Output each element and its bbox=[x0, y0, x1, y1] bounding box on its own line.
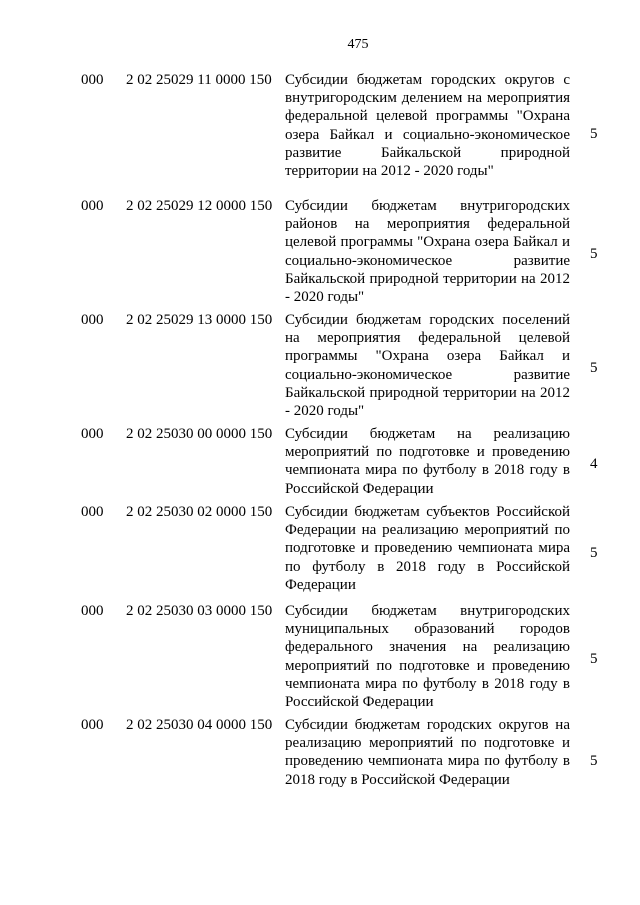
budget-classification-code: 2 02 25030 02 0000 150 bbox=[126, 504, 273, 520]
page-number: 475 bbox=[347, 37, 369, 52]
row-description: Субсидии бюджетам на реализацию мероприятий по подготовке и проведению чемпионата мира по футболу в 2018 году в Российской Федерации bbox=[285, 426, 570, 497]
table-row bbox=[0, 425, 640, 503]
level-code: 5 bbox=[590, 245, 598, 262]
admin-code: 000 bbox=[81, 504, 104, 520]
table-row bbox=[0, 71, 640, 197]
budget-classification-code: 2 02 25029 12 0000 150 bbox=[126, 198, 273, 214]
admin-code: 000 bbox=[81, 717, 104, 733]
level-code: 5 bbox=[590, 125, 598, 142]
classification-table bbox=[0, 71, 640, 806]
budget-classification-code: 2 02 25030 00 0000 150 bbox=[126, 426, 273, 442]
row-description: Субсидии бюджетам городских округов на реализацию мероприятий по подготовке и проведению чемпионата мира по футболу в 2018 году в Российской Федерации bbox=[285, 717, 570, 788]
budget-classification-code: 2 02 25029 11 0000 150 bbox=[126, 72, 272, 88]
table-row bbox=[0, 197, 640, 311]
level-code: 5 bbox=[590, 359, 598, 376]
admin-code: 000 bbox=[81, 312, 104, 328]
row-description: Субсидии бюджетам городских поселений на мероприятия федеральной целевой программы "Охрана озера Байкал и социально-экономическое развитие Байкальской природной территории на 2012 - 2020 годы" bbox=[285, 312, 570, 420]
row-description: Субсидии бюджетам субъектов Российской Федерации на реализацию мероприятий по подготовке и проведению чемпионата мира по футболу в 2018 году в Российской Федерации bbox=[285, 504, 570, 593]
admin-code: 000 bbox=[81, 72, 104, 88]
table-row bbox=[0, 602, 640, 716]
table-row bbox=[0, 503, 640, 602]
row-description: Субсидии бюджетам внутригородских районов на мероприятия федеральной целевой программы "Охрана озера Байкал и социально-экономическое развитие Байкальской природной территории на 2012 - 2020 годы" bbox=[285, 198, 570, 306]
table-row bbox=[0, 311, 640, 425]
budget-classification-code: 2 02 25030 03 0000 150 bbox=[126, 603, 273, 619]
row-description: Субсидии бюджетам городских округов с внутригородским делением на мероприятия федеральной целевой программы "Охрана озера Байкал и социально-экономическое развитие Байкальской природной территории на 2012 - 2020 годы" bbox=[285, 72, 570, 180]
row-description: Субсидии бюджетам внутригородских муниципальных образований городов федерального значения на реализацию мероприятий по подготовке и проведению чемпионата мира по футболу в 2018 году в Российской Федерации bbox=[285, 603, 570, 711]
budget-classification-code: 2 02 25030 04 0000 150 bbox=[126, 717, 273, 733]
budget-classification-code: 2 02 25029 13 0000 150 bbox=[126, 312, 273, 328]
admin-code: 000 bbox=[81, 426, 104, 442]
level-code: 5 bbox=[590, 650, 598, 667]
level-code: 5 bbox=[590, 752, 598, 769]
admin-code: 000 bbox=[81, 603, 104, 619]
level-code: 4 bbox=[590, 455, 598, 472]
admin-code: 000 bbox=[81, 198, 104, 214]
level-code: 5 bbox=[590, 544, 598, 561]
table-row bbox=[0, 716, 640, 806]
